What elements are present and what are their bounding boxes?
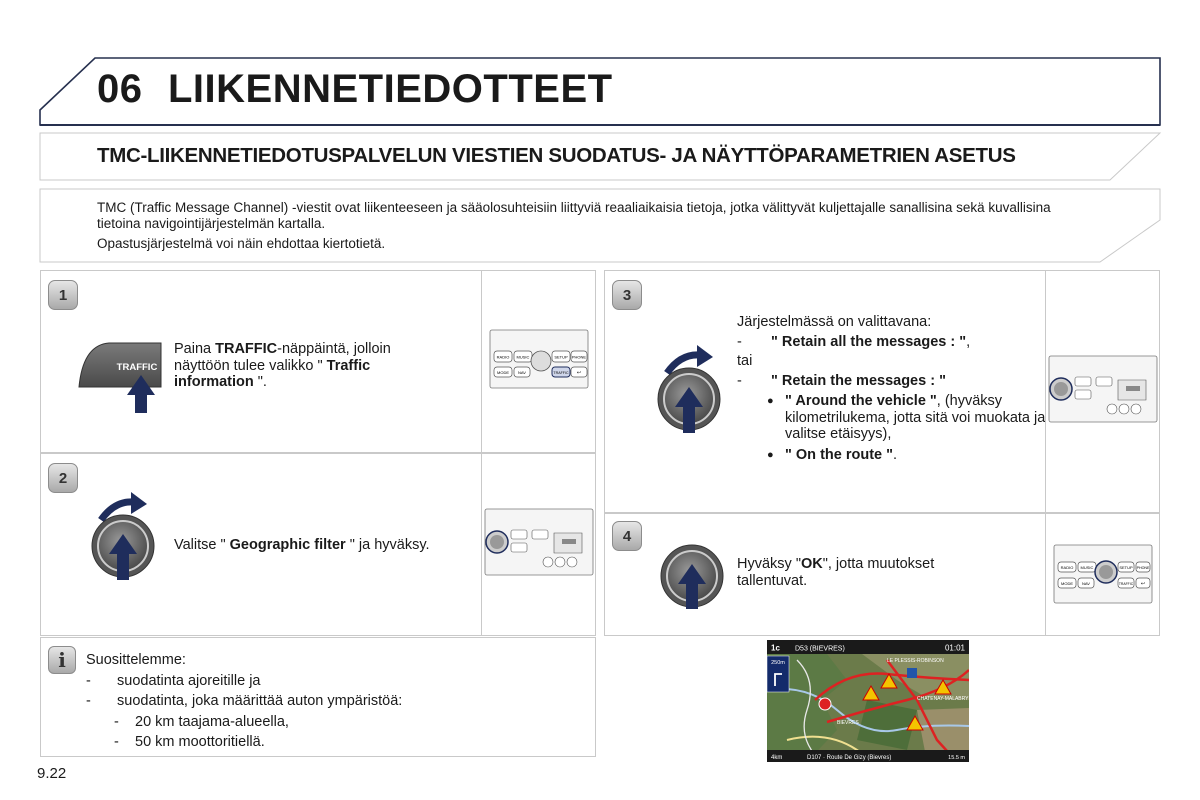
- svg-text:NAV: NAV: [518, 370, 526, 375]
- bullet-around-vehicle: ● " Around the vehicle ", (hyväksy kilometrilukema, jotta sitä voi muokata ja valitse etäisyys),: [767, 393, 1046, 442]
- svg-text:LE PLESSIS-ROBINSON: LE PLESSIS-ROBINSON: [887, 658, 944, 664]
- step-1-badge: 1: [48, 280, 78, 310]
- step-4-panel: [604, 513, 1160, 636]
- ok-key: OK: [800, 556, 823, 572]
- step-2-text: Valitse " Geographic filter " ja hyväksy.: [174, 537, 430, 553]
- svg-text:250m: 250m: [771, 660, 785, 666]
- svg-text:MUSIC: MUSIC: [516, 354, 530, 360]
- svg-text:1c: 1c: [771, 643, 780, 653]
- tip-panel: [40, 637, 596, 757]
- radio-panel-traffic-illustration: [489, 329, 589, 389]
- step-1-text: Paina TRAFFIC-näppäintä, jolloin näyttöön tulee valikko " Traffic information ".: [174, 341, 391, 390]
- svg-text:SETUP: SETUP: [554, 354, 568, 360]
- tip-subitem-2: - 50 km moottoritiellä.: [114, 734, 265, 750]
- step-3-badge: 3: [612, 280, 642, 310]
- svg-text:SETUP: SETUP: [1119, 565, 1133, 570]
- svg-text:D53 (BIEVRES): D53 (BIEVRES): [795, 645, 845, 653]
- step-3-panel: [604, 270, 1160, 513]
- step-1-panel: [40, 270, 596, 453]
- svg-text:01:01: 01:01: [944, 643, 965, 653]
- radio-panel-ok-illustration: [1053, 544, 1153, 604]
- svg-text:MODE: MODE: [1061, 581, 1073, 586]
- step-1-thumbnail: [481, 271, 595, 452]
- tip-text: [86, 650, 586, 753]
- svg-text:CHATENAY-MALABRY: CHATENAY-MALABRY: [917, 696, 969, 702]
- svg-text:MODE: MODE: [497, 370, 509, 375]
- rotary-knob-turn-press-icon: [657, 343, 727, 439]
- svg-text:RADIO: RADIO: [496, 354, 510, 360]
- svg-text:NAV: NAV: [1082, 581, 1090, 586]
- step-4-thumbnail: [1045, 514, 1159, 635]
- svg-text:↩: ↩: [576, 370, 582, 376]
- tip-item-1: - suodatinta ajoreitille ja: [86, 672, 261, 689]
- step-2-panel: [40, 453, 596, 636]
- step-2-badge: 2: [48, 463, 78, 493]
- tip-heading: Suosittelemme:: [86, 652, 186, 668]
- rotary-knob-press-icon: [660, 542, 726, 612]
- svg-text:BIEVRES: BIEVRES: [837, 720, 859, 726]
- svg-text:D107 · Route De Gizy (Bievres): D107 · Route De Gizy (Bievres): [807, 755, 892, 761]
- step-2-thumbnail: [481, 454, 595, 635]
- option-retain-messages: - " Retain the messages : ": [737, 372, 946, 389]
- tip-item-2: - suodatinta, joka määrittää auton ympäristöä:: [86, 693, 403, 709]
- option-retain-all: - " Retain all the messages : ",: [737, 333, 971, 350]
- section-title: TMC-LIIKENNETIEDOTUSPALVELUN VIESTIEN SUODATUS- JA NÄYTTÖPARAMETRIEN ASETUS: [97, 144, 1016, 167]
- svg-text:RADIO: RADIO: [1060, 565, 1074, 570]
- bullet-on-route: ● " On the route ".: [767, 446, 898, 463]
- svg-text:↩: ↩: [1140, 581, 1146, 587]
- intro-line-1: TMC (Traffic Message Channel) -viestit ovat liikenteeseen ja sääolosuhteisiin liittyviä reaaliaikaisia tietoja, jotka välittyvät kuljettajalle sanallisina sekä kuvallisina tietoina navigointijärjestelmän kartalla.: [97, 200, 1051, 231]
- svg-text:15.5 m: 15.5 m: [948, 755, 965, 761]
- info-icon: i: [48, 646, 76, 674]
- svg-text:PHONE: PHONE: [1136, 566, 1150, 570]
- rotary-knob-turn-press-icon: [91, 490, 161, 586]
- svg-text:4km: 4km: [771, 755, 783, 761]
- step-3-thumbnail: [1045, 271, 1159, 512]
- intro-text: [97, 200, 1097, 252]
- radio-panel-knob-illustration: [484, 508, 594, 576]
- tip-subitem-1: - 20 km taajama-alueella,: [114, 713, 289, 730]
- svg-text:TRAFFIC: TRAFFIC: [553, 371, 569, 375]
- svg-text:MUSIC: MUSIC: [1080, 565, 1094, 570]
- traffic-menu-name: Traffic information: [174, 357, 371, 390]
- svg-text:TRAFFIC: TRAFFIC: [1118, 582, 1134, 586]
- radio-panel-knob-illustration: [1048, 355, 1158, 423]
- chapter-number: 06: [97, 67, 143, 111]
- traffic-button-label: TRAFFIC: [116, 362, 158, 373]
- step-4-badge: 4: [612, 521, 642, 551]
- traffic-key: TRAFFIC: [215, 341, 278, 357]
- step-3-text: Järjestelmässä on valittavana: - " Retain all the messages : ", tai - " Retain the messages : " ● " Around the vehicle ", (hyväksy kilometrilukema, jotta sitä voi muokata ja valitse etäisyys), ● " On the route ".: [737, 314, 1046, 463]
- page-number: 9.22: [37, 765, 67, 782]
- navigation-map-screenshot: [767, 640, 969, 762]
- intro-line-2: Opastusjärjestelmä voi näin ehdottaa kiertotietä.: [97, 236, 386, 251]
- svg-text:PHONE: PHONE: [571, 354, 587, 360]
- chapter-title: LIIKENNETIEDOTTEET: [168, 67, 613, 111]
- traffic-button-press-icon: [77, 339, 167, 417]
- geographic-filter-option: Geographic filter: [229, 537, 346, 553]
- step-4-text: Hyväksy "OK", jotta muutokset tallentuvat.: [737, 556, 935, 589]
